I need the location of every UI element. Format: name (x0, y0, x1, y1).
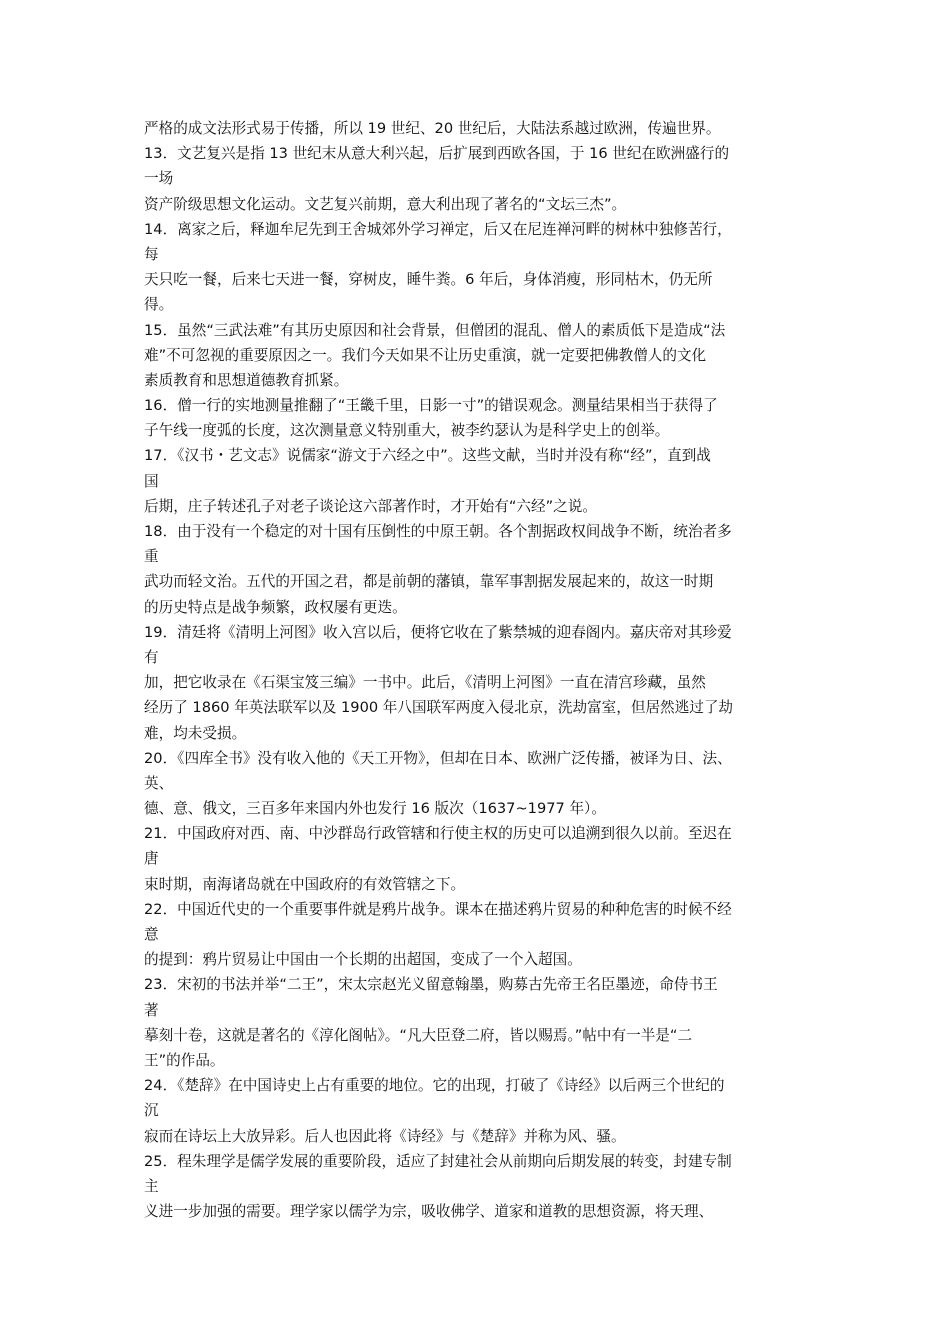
text-line: 国 (144, 472, 159, 490)
text-line: 15．虽然“三武法难”有其历史原因和社会背景，但僧团的混乱、僧人的素质低下是造成“法 (144, 321, 726, 339)
text-line: 13．文艺复兴是指 13 世纪末从意大利兴起，后扩展到西欧各国，于 16 世纪在欧洲盛行的 (144, 145, 730, 163)
text-line: 著 (144, 1001, 159, 1019)
text-line: 20．《四库全书》没有收入他的《天工开物》，但却在日本、欧洲广泛传播，被译为日、法、 (144, 749, 732, 767)
text-line: 有 (144, 648, 159, 666)
text-line: 19．清廷将《清明上河图》收入宫以后，便将它收在了紫禁城的迎春阁内。嘉庆帝对其珍爱 (144, 623, 732, 641)
text-line: 后期，庄子转述孔子对老子谈论这六部著作时，才开始有“六经”之说。 (144, 497, 597, 515)
text-line: 的历史特点是战争频繁，政权屡有更迭。 (144, 598, 407, 616)
text-line: 23．宋初的书法并举“二王”，宋太宗赵光义留意翰墨，购募古先帝王名臣墨迹，命侍书王 (144, 976, 718, 994)
text-line: 素质教育和思想道德教育抓紧。 (144, 371, 349, 389)
document-body (144, 116, 814, 1224)
text-line: 经历了 1860 年英法联军以及 1900 年八国联军两度入侵北京，洗劫富室，但居然逃过了劫 (144, 699, 734, 717)
text-line: 严格的成文法形式易于传播，所以 19 世纪、20 世纪后，大陆法系越过欧洲，传遍世界。 (144, 120, 721, 137)
text-line: 子午线一度弧的长度，这次测量意义特别重大，被李约瑟认为是科学史上的创举。 (144, 422, 670, 440)
text-line: 重 (144, 548, 159, 566)
text-line: 16．僧一行的实地测量推翻了“王畿千里，日影一寸”的错误观念。测量结果相当于获得了 (144, 397, 718, 415)
text-line: 加，把它收录在《石渠宝笈三编》一书中。此后，《清明上河图》一直在清宫珍藏，虽然 (144, 674, 706, 692)
text-line: 束时期，南海诸岛就在中国政府的有效管辖之下。 (144, 875, 466, 893)
text-line: 17．《汉书・艺文志》说儒家“游文于六经之中”。这些文献，当时并没有称“经”，直到战 (144, 447, 711, 465)
text-line: 武功而轻文治。五代的开国之君，都是前朝的藩镇，靠军事割据发展起来的，故这一时期 (144, 573, 714, 591)
text-line: 唐 (144, 850, 159, 868)
text-line: 22．中国近代史的一个重要事件就是鸦片战争。课本在描述鸦片贸易的种种危害的时候不经 (144, 900, 732, 918)
text-line: 资产阶级思想文化运动。文艺复兴前期，意大利出现了著名的“文坛三杰”。 (144, 195, 627, 213)
text-line: 每 (144, 245, 159, 263)
text-line: 英、 (144, 774, 174, 792)
text-line: 一场 (144, 170, 174, 188)
text-line: 得。 (144, 296, 174, 314)
text-line: 21．中国政府对西、南、中沙群岛行政管辖和行使主权的历史可以追溯到很久以前。至迟在 (144, 825, 732, 843)
text-line: 德、意、俄文，三百多年来国内外也发行 16 版次（1637~1977 年）。 (144, 800, 606, 818)
text-line: 18．由于没有一个稳定的对十国有压倒性的中原王朝。各个割据政权间战争不断，统治者多 (144, 523, 732, 540)
text-line: 难”不可忽视的重要原因之一。我们今天如果不让历史重演，就一定要把佛教僧人的文化 (144, 346, 707, 364)
text-line: 意 (144, 926, 159, 943)
text-line: 难，均未受损。 (144, 724, 247, 742)
text-line: 寂而在诗坛上大放异彩。后人也因此将《诗经》与《楚辞》并称为风、骚。 (144, 1127, 626, 1145)
text-line: 25．程朱理学是儒学发展的重要阶段，适应了封建社会从前期向后期发展的转变，封建专制 (144, 1152, 732, 1170)
text-line: 沉 (144, 1102, 159, 1120)
text-line: 主 (144, 1177, 159, 1195)
text-line: 王”的作品。 (144, 1051, 225, 1069)
text-line: 摹刻十卷，这就是著名的《淳化阁帖》。“凡大臣登二府，皆以赐焉。”帖中有一半是“二 (144, 1026, 693, 1044)
text-line: 14．离家之后，释迦牟尼先到王舍城郊外学习禅定，后又在尼连禅河畔的树林中独修苦行， (144, 220, 732, 238)
text-line: 24．《楚辞》在中国诗史上占有重要的地位。它的出现，打破了《诗经》以后两三个世纪的 (144, 1077, 725, 1095)
text-line: 天只吃一餐，后来七天进一餐，穿树皮，睡牛粪。6 年后，身体消瘦，形同枯木，仍无所 (144, 271, 713, 289)
text-line: 义进一步加强的需要。理学家以儒学为宗，吸收佛学、道家和道教的思想资源，将天理、 (144, 1203, 714, 1221)
text-line: 的提到：鸦片贸易让中国由一个长期的出超国，变成了一个入超国。 (144, 951, 582, 969)
